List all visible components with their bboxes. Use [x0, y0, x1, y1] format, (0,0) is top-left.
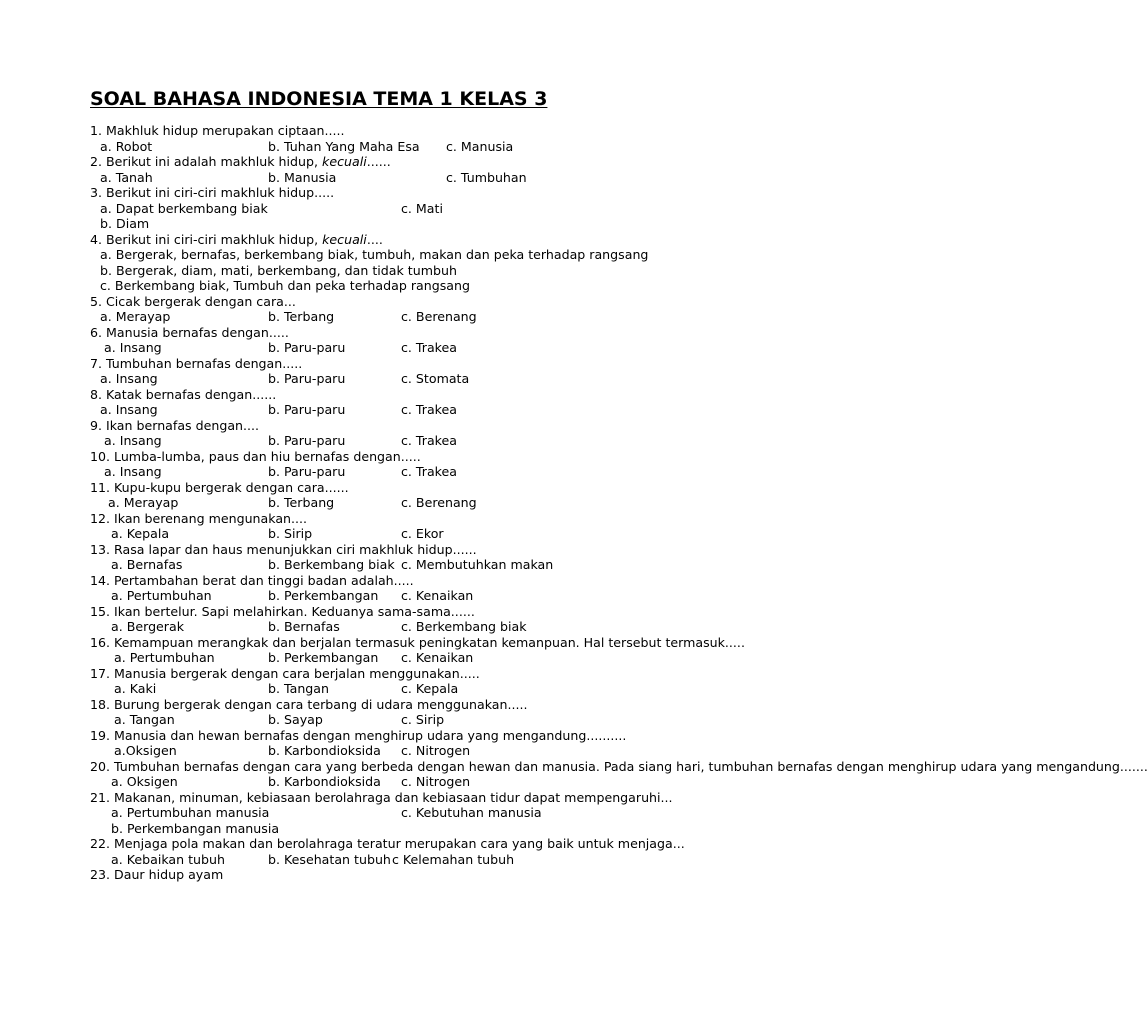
answer-option: b. Perkembangan — [268, 650, 379, 665]
question-label: 22. Menjaga pola makan dan berolahraga teratur merupakan cara yang baik untuk menjaga... — [90, 836, 685, 851]
question-emphasis: kecuali — [322, 154, 367, 169]
option-row — [90, 371, 690, 387]
question-text — [90, 542, 690, 558]
answer-option: b. Tangan — [268, 681, 329, 696]
option-row — [90, 774, 690, 790]
answer-option: b. Paru-paru — [268, 464, 346, 479]
answer-option: b. Manusia — [268, 169, 337, 185]
option-row — [90, 263, 690, 279]
question-text — [90, 480, 690, 496]
answer-option: a. Pertumbuhan — [114, 650, 215, 665]
question-label: 15. Ikan bertelur. Sapi melahirkan. Keduanya sama-sama...... — [90, 603, 475, 619]
answer-option: a. Bergerak, bernafas, berkembang biak, tumbuh, makan dan peka terhadap rangsang — [100, 247, 649, 262]
answer-option: b. Paru-paru — [268, 433, 346, 448]
option-row — [90, 278, 690, 294]
option-row — [90, 309, 690, 325]
option-row — [90, 805, 690, 821]
answer-option: a. Insang — [104, 340, 162, 355]
question-label: 23. Daur hidup ayam — [90, 867, 224, 882]
answer-option: b. Berkembang biak — [268, 557, 395, 572]
option-row — [90, 216, 690, 232]
answer-option: c. Trakea — [401, 464, 457, 479]
option-row — [90, 201, 690, 217]
answer-option: c. Sirip — [401, 712, 445, 727]
answer-option: c. Trakea — [401, 402, 457, 417]
answer-option: a. Kebaikan tubuh — [111, 851, 225, 867]
question-label: 6. Manusia bernafas dengan..... — [90, 324, 289, 340]
answer-option: c. Nitrogen — [401, 774, 471, 789]
question-label: 14. Pertambahan berat dan tinggi badan adalah..... — [90, 572, 414, 588]
question-label: 8. Katak bernafas dengan...... — [90, 386, 277, 402]
question-text — [90, 697, 690, 713]
option-row — [90, 247, 690, 263]
question-text — [90, 185, 690, 201]
answer-option: c. Kepala — [401, 681, 459, 696]
question-label: 2. Berikut ini adalah makhluk hidup, kecuali...... — [90, 154, 391, 169]
option-row — [90, 526, 690, 542]
option-row — [90, 340, 690, 356]
question-text — [90, 325, 690, 341]
answer-option: a. Oksigen — [111, 774, 178, 789]
answer-option: a. Insang — [100, 402, 158, 417]
question-text — [90, 232, 690, 248]
answer-option: c. Membutuhkan makan — [401, 557, 554, 572]
answer-option: c Kelemahan tubuh — [392, 851, 515, 867]
option-row — [90, 619, 690, 635]
option-row — [90, 650, 690, 666]
answer-option: a. Merayap — [100, 309, 171, 324]
answer-option: b. Diam — [100, 216, 150, 231]
answer-option: c. Berenang — [401, 495, 477, 510]
answer-option: a. Insang — [104, 464, 162, 479]
option-row — [90, 852, 690, 868]
answer-option: b. Bergerak, diam, mati, berkembang, dan tidak tumbuh — [100, 262, 457, 278]
question-text — [90, 387, 690, 403]
question-label: 12. Ikan berenang mengunakan.... — [90, 510, 308, 526]
question-text — [90, 449, 690, 465]
answer-option: a. Dapat berkembang biak — [100, 200, 268, 216]
question-label: 11. Kupu-kupu bergerak dengan cara...... — [90, 479, 349, 495]
question-label: 19. Manusia dan hewan bernafas dengan menghirup udara yang mengandung.......... — [90, 727, 627, 743]
answer-option: a. Bernafas — [111, 557, 183, 572]
answer-option: a.Oksigen — [114, 743, 177, 758]
question-text — [90, 573, 690, 589]
answer-option: c. Berkembang biak, Tumbuh dan peka terhadap rangsang — [100, 278, 470, 293]
question-text — [90, 836, 690, 852]
question-text — [90, 154, 690, 170]
question-label: 20. Tumbuhan bernafas dengan cara yang berbeda dengan hewan dan manusia. Pada siang hari, tumbuhan bernafas dengan menghirup udara yang mengandung....... — [90, 758, 1148, 774]
answer-option: c. Nitrogen — [401, 743, 471, 758]
question-text — [90, 123, 690, 139]
option-row — [90, 464, 690, 480]
answer-option: b. Terbang — [268, 495, 335, 510]
answer-option: c. Manusia — [446, 138, 514, 154]
answer-option: b. Tuhan Yang Maha Esa — [268, 138, 420, 154]
answer-option: c. Stomata — [401, 371, 470, 386]
answer-option: c. Kenaikan — [401, 588, 474, 603]
answer-option: a. Kaki — [114, 681, 157, 696]
question-label: 7. Tumbuhan bernafas dengan..... — [90, 355, 303, 371]
answer-option: c. Berkembang biak — [401, 619, 527, 634]
option-row — [90, 402, 690, 418]
answer-option: a. Pertumbuhan manusia — [111, 805, 270, 820]
option-row — [90, 681, 690, 697]
question-text — [90, 511, 690, 527]
answer-option: a. Merayap — [108, 495, 179, 510]
answer-option: b. Bernafas — [268, 619, 340, 634]
option-row — [90, 433, 690, 449]
question-label: 10. Lumba-lumba, paus dan hiu bernafas dengan..... — [90, 448, 421, 464]
question-list — [90, 123, 1148, 883]
worksheet-title: SOAL BAHASA INDONESIA TEMA 1 KELAS 3 — [90, 88, 548, 110]
answer-option: c. Tumbuhan — [446, 169, 527, 185]
answer-option: a. Insang — [104, 433, 162, 448]
option-row — [90, 557, 690, 573]
answer-option: b. Kesehatan tubuh — [268, 851, 391, 867]
answer-option: c. Trakea — [401, 433, 457, 448]
question-label: 16. Kemampuan merangkak dan berjalan termasuk peningkatan kemanpuan. Hal tersebut termasuk..... — [90, 634, 745, 650]
answer-option: b. Perkembangan — [268, 588, 379, 603]
question-label: 3. Berikut ini ciri-ciri makhluk hidup..... — [90, 185, 335, 200]
answer-option: a. Insang — [100, 371, 158, 386]
question-label: 18. Burung bergerak dengan cara terbang di udara menggunakan..... — [90, 696, 528, 712]
answer-option: b. Paru-paru — [268, 371, 346, 386]
option-row — [90, 712, 690, 728]
answer-option: b. Karbondioksida — [268, 774, 381, 789]
option-row — [90, 588, 690, 604]
answer-option: c. Kebutuhan manusia — [401, 805, 542, 820]
answer-option: c. Mati — [401, 200, 443, 216]
answer-option: c. Kenaikan — [401, 650, 474, 665]
answer-option: b. Paru-paru — [268, 402, 346, 417]
question-label: 4. Berikut ini ciri-ciri makhluk hidup, kecuali.... — [90, 231, 383, 247]
option-row — [90, 495, 690, 511]
question-label: 13. Rasa lapar dan haus menunjukkan ciri makhluk hidup...... — [90, 541, 477, 557]
question-text — [90, 418, 690, 434]
answer-option: b. Perkembangan manusia — [111, 820, 280, 836]
answer-option: c. Trakea — [401, 340, 457, 355]
question-text — [90, 758, 1148, 775]
answer-option: a. Pertumbuhan — [111, 588, 212, 603]
question-emphasis: kecuali — [322, 231, 367, 247]
answer-option: b. Sayap — [268, 712, 323, 727]
answer-option: c. Berenang — [401, 309, 477, 324]
option-row — [90, 170, 690, 186]
question-label: 21. Makanan, minuman, kebiasaan berolahraga dan kebiasaan tidur dapat mempengaruhi... — [90, 789, 673, 805]
question-text — [90, 867, 690, 883]
question-text — [90, 634, 745, 651]
answer-option: a. Tanah — [100, 169, 153, 185]
question-label: 17. Manusia bergerak dengan cara berjalan menggunakan..... — [90, 665, 480, 681]
answer-option: a. Robot — [100, 138, 153, 154]
answer-option: c. Ekor — [401, 526, 444, 541]
answer-option: b. Terbang — [268, 309, 335, 324]
question-text — [90, 604, 690, 620]
answer-option: b. Paru-paru — [268, 340, 346, 355]
question-text — [90, 356, 690, 372]
answer-option: b. Sirip — [268, 526, 313, 541]
question-label: 1. Makhluk hidup merupakan ciptaan..... — [90, 123, 345, 138]
question-label: 5. Cicak bergerak dengan cara... — [90, 293, 296, 309]
answer-option: b. Karbondioksida — [268, 743, 381, 758]
answer-option: a. Kepala — [111, 526, 170, 541]
answer-option: a. Tangan — [114, 712, 175, 727]
question-text — [90, 294, 690, 310]
option-row — [90, 821, 690, 837]
question-text — [90, 728, 690, 744]
question-label: 9. Ikan bernafas dengan.... — [90, 417, 260, 433]
option-row — [90, 743, 690, 759]
answer-option: a. Bergerak — [111, 619, 184, 634]
question-text — [90, 790, 690, 806]
option-row — [90, 139, 690, 155]
question-text — [90, 666, 690, 682]
